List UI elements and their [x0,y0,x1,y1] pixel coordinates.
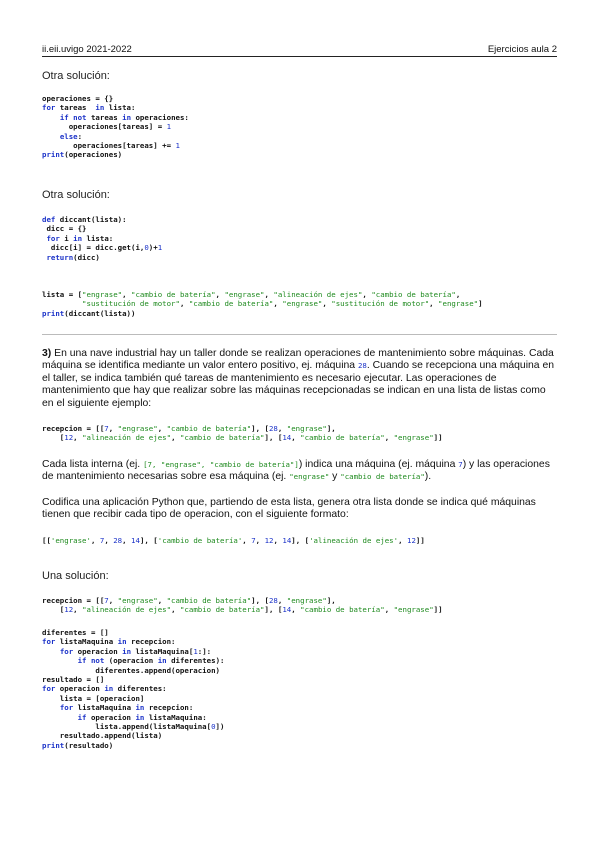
code-block-solution-recepcion: recepcion = [[7, "engrase", "cambio de batería"], [28, "engrase"], [12, "alineación de ejes", "cambio de batería"], [14, "cambio de batería", "engrase"]] [42,596,443,615]
heading-otra-solucion-2: Otra solución: [42,189,110,201]
header-divider [42,56,557,57]
exercise-number: 3) [42,348,52,359]
exercise-paragraph-3: Codifica una aplicación Python que, partiendo de esta lista, genera otra lista donde se indica qué máquinas tienen que recibir cada tipo de operacion, con el siguiente formato: [42,497,536,521]
code-block-solution: diferentes = [] for listaMaquina in recepcion: for operacion in listaMaquina[1:]: if not (operacion in diferentes): diferentes.append(operacion) resultado = [] for operacion in diferentes: lista = [operacion] for listaMaquina in recepcion: if operacion in listaMaquina: lista.append(listaMaquina[0]) resultado.append(lista) print(resultado) [42,628,225,750]
exercise-paragraph-1: 3) En una nave industrial hay un taller donde se realizan operaciones de mantenimiento sobre máquinas. Cada máquina se identifica mediante un valor entero positivo, ej. máquina 28. Cuando se recepciona una máquina en el taller, se indica también qué tareas de mantenimiento es necesario ejecutar. Las operaciones de mantenimiento que hay que realizar sobre las máquinas recepcionadas se indican en una lista de listas como en el siguiente ejemplo: [42,348,555,409]
exercise-paragraph-2: Cada lista interna (ej. [7, "engrase", "cambio de batería"]) indica una máquina (ej. máquina 7) y las operaciones de mantenimiento necesarias sobre esa máquina (ej. "engrase" y "cambio de batería"). [42,459,550,483]
header-right: Ejercicios aula 2 [487,44,557,55]
section-divider [42,334,557,335]
heading-otra-solucion-1: Otra solución: [42,70,110,82]
code-block-lista: lista = ["engrase", "cambio de batería", "engrase", "alineación de ejes", "cambio de batería", "sustitución de motor", "cambio de batería", "engrase", "sustitución de motor", "engrase"] print(diccant(lista)) [42,290,483,318]
heading-una-solucion: Una solución: [42,570,109,582]
code-block-operaciones: operaciones = {} for tareas in lista: if not tareas in operaciones: operaciones[tareas] = 1 else: operaciones[tareas] += 1 print(operaciones) [42,94,189,160]
page-header [42,44,557,56]
code-block-diccant: def diccant(lista): dicc = {} for i in lista: dicc[i] = dicc.get(i,0)+1 return(dicc) [42,215,163,262]
code-block-recepcion-example: recepcion = [[7, "engrase", "cambio de batería"], [28, "engrase"], [12, "alineación de ejes", "cambio de batería"], [14, "cambio de batería", "engrase"]] [42,424,443,443]
header-left: ii.eii.uvigo 2021-2022 [42,44,132,55]
code-block-output-format: [['engrase', 7, 28, 14], ['cambio de batería', 7, 12, 14], ['alineación de ejes', 12]] [42,536,425,545]
